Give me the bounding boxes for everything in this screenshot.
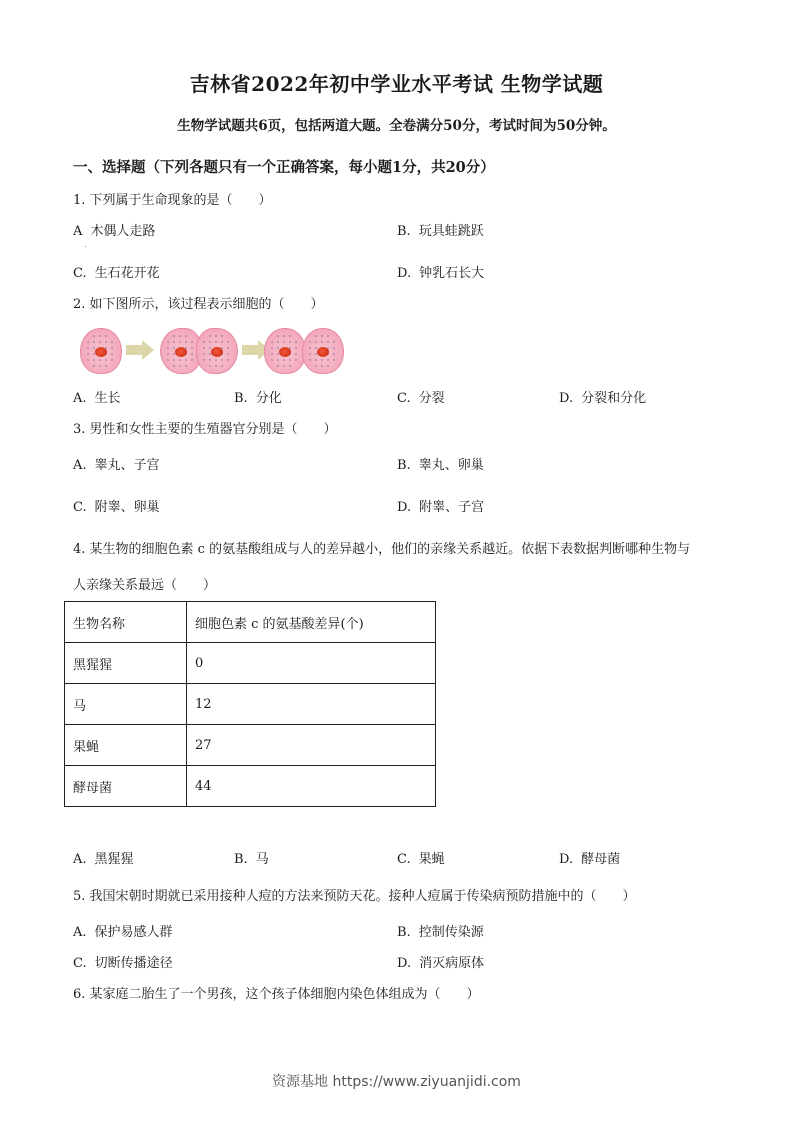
option-text: 切断传播途径 <box>94 956 173 971</box>
option-letter: A <box>73 224 83 239</box>
option-text: 木偶人走路 <box>90 224 156 239</box>
option-letter: A. <box>73 925 87 940</box>
question-4-option-a <box>73 851 134 869</box>
cell-division-diagram <box>78 326 343 376</box>
option-text: 睾丸、子宫 <box>94 458 160 473</box>
question-6-stem: 6. 某家庭二胎生了一个男孩，这个孩子体细胞内染色体组成为（ ） <box>73 987 480 1002</box>
question-2-option-b <box>234 390 282 408</box>
option-letter: C. <box>397 852 411 867</box>
table-row <box>65 643 436 684</box>
option-text: 睾丸、卵巢 <box>418 458 484 473</box>
option-text: 保护易感人群 <box>94 925 173 940</box>
footer-watermark: 资源基地 https://www.ziyuanjidi.com <box>272 1074 521 1090</box>
question-3-option-b <box>397 457 484 475</box>
nucleus-icon <box>211 347 223 357</box>
question-2-option-a <box>73 390 121 408</box>
option-letter: C. <box>397 391 411 406</box>
question-5-stem: 5. 我国宋朝时期就已采用接种人痘的方法来预防天花。接种人痘属于传染病预防措施中的（ ） <box>73 889 636 904</box>
stray-mark <box>85 246 86 247</box>
table-cell: 0 <box>187 643 436 684</box>
question-1-option-c <box>73 265 160 283</box>
option-text: 果蝇 <box>418 852 445 867</box>
option-letter: C. <box>73 956 87 971</box>
option-letter: B. <box>234 391 248 406</box>
table-cell: 酵母菌 <box>65 766 187 807</box>
question-3-option-a <box>73 457 160 475</box>
question-2-option-d <box>559 390 646 408</box>
question-4-option-c <box>397 851 445 869</box>
option-text: 生石花开花 <box>94 266 160 281</box>
nucleus-icon <box>279 347 291 357</box>
option-letter: D. <box>559 391 574 406</box>
cell-icon <box>80 328 122 374</box>
option-text: 分裂 <box>418 391 445 406</box>
question-4-stem-line2: 人亲缘关系最远（ ） <box>73 578 217 593</box>
option-text: 附睾、卵巢 <box>94 500 160 515</box>
table-row <box>65 766 436 807</box>
table-cell: 27 <box>187 725 436 766</box>
option-letter: A. <box>73 852 87 867</box>
question-4-option-d <box>559 851 620 869</box>
question-4-stem-line1: 4. 某生物的细胞色素 c 的氨基酸组成与人的差异越小，他们的亲缘关系越近。依据下表数据判断哪种生物与 <box>73 542 691 557</box>
question-5-option-a <box>73 924 173 942</box>
question-2-option-c <box>397 390 445 408</box>
question-3-option-d <box>397 499 484 517</box>
option-text: 钟乳石长大 <box>419 266 485 281</box>
option-letter: B. <box>234 852 248 867</box>
option-letter: D. <box>559 852 574 867</box>
page-subtitle: 生物学试题共6页，包括两道大题。全卷满分50分，考试时间为50分钟。 <box>177 118 616 134</box>
table-header-cell: 细胞色素 c 的氨基酸差异(个) <box>187 602 436 643</box>
question-2-stem: 2. 如下图所示，该过程表示细胞的（ ） <box>73 297 324 312</box>
cell-icon <box>302 328 344 374</box>
nucleus-icon <box>95 347 107 357</box>
question-4-option-b <box>234 851 269 869</box>
option-text: 控制传染源 <box>418 925 484 940</box>
table-cell: 果蝇 <box>65 725 187 766</box>
cell-icon <box>264 328 306 374</box>
table-header-cell: 生物名称 <box>65 602 187 643</box>
cell-icon <box>196 328 238 374</box>
option-text: 消灭病原体 <box>419 956 485 971</box>
table-row <box>65 725 436 766</box>
option-letter: C. <box>73 266 87 281</box>
question-5-option-c <box>73 955 173 973</box>
table-header-row <box>65 602 436 643</box>
option-text: 分裂和分化 <box>581 391 647 406</box>
nucleus-icon <box>175 347 187 357</box>
question-5-option-b <box>397 924 484 942</box>
question-1-stem: 1. 下列属于生命现象的是（ ） <box>73 193 272 208</box>
arrow-right-icon <box>126 340 154 360</box>
table-cell: 马 <box>65 684 187 725</box>
question-1-option-a <box>73 223 155 241</box>
nucleus-icon <box>317 347 329 357</box>
option-letter: A. <box>73 391 87 406</box>
option-letter: A. <box>73 458 87 473</box>
option-text: 分化 <box>255 391 282 406</box>
table-cell: 12 <box>187 684 436 725</box>
option-letter: D. <box>397 956 412 971</box>
option-letter: D. <box>397 266 412 281</box>
question-1-option-b <box>397 223 484 241</box>
option-letter: B. <box>397 458 411 473</box>
question-5-option-d <box>397 955 484 973</box>
option-text: 生长 <box>94 391 121 406</box>
question-1-option-d <box>397 265 484 283</box>
cytochrome-c-table <box>64 601 436 807</box>
option-text: 酵母菌 <box>581 852 621 867</box>
section-heading: 一、选择题（下列各题只有一个正确答案，每小题1分，共20分） <box>73 159 495 176</box>
question-3-option-c <box>73 499 160 517</box>
option-text: 附睾、子宫 <box>419 500 485 515</box>
question-3-stem: 3. 男性和女性主要的生殖器官分别是（ ） <box>73 422 337 437</box>
option-letter: B. <box>397 925 411 940</box>
table-cell: 黑猩猩 <box>65 643 187 684</box>
option-text: 玩具蛙跳跃 <box>418 224 484 239</box>
option-text: 黑猩猩 <box>94 852 134 867</box>
option-letter: D. <box>397 500 412 515</box>
table-row <box>65 684 436 725</box>
table-cell: 44 <box>187 766 436 807</box>
option-letter: B. <box>397 224 411 239</box>
option-letter: C. <box>73 500 87 515</box>
option-text: 马 <box>255 852 269 867</box>
page-title: 吉林省2022年初中学业水平考试 生物学试题 <box>189 72 604 96</box>
